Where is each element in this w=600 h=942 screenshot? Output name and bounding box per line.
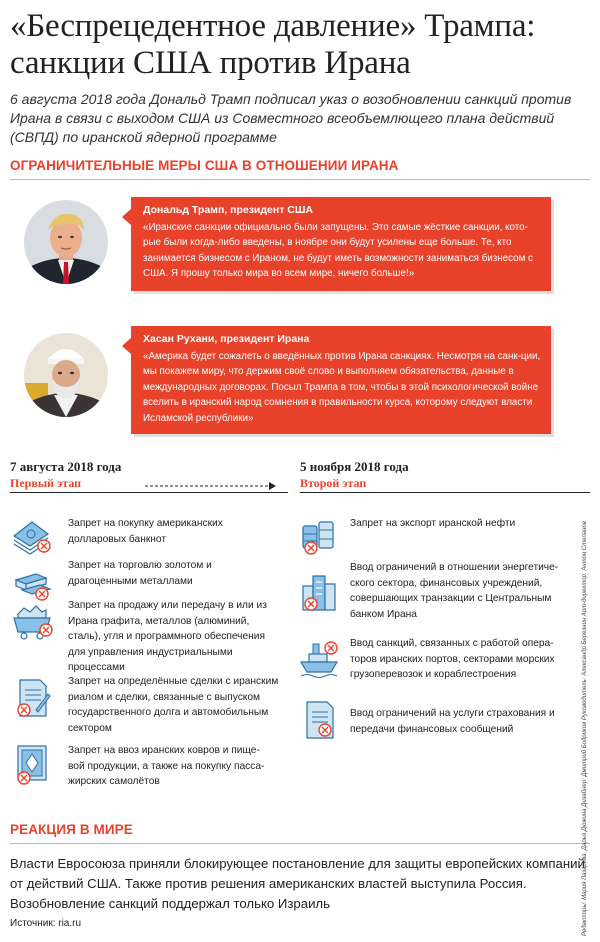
ship-icon	[297, 636, 341, 680]
stage-2-date: 5 ноября 2018 года	[300, 459, 409, 474]
stage-2-item-3-text: Ввод санкций, связанных с работой опера-торов иранских портов, секторами морских грузоперевозок и кораблестроения	[350, 638, 555, 680]
quote-text: «Америка будет сожалеть о введённых против Ирана санкциях. Несмотря на санк-ции, мы покажем миру, что держим своё слово и выполняем обязательства, данные в международных договорах. Посыл Трампа в том, чтобы в этой психологической войне вселить в иранский народ сомнения в правильности курса, которому следуют власти Исламской республики»	[143, 351, 541, 424]
stage-1-name: Первый этап	[10, 476, 82, 490]
world-reaction-text: Власти Евросоюза приняли блокирующее постановление для защиты европейских компаний от действий США. Также против решения американских властей выступила Россия. Возобновление санкций поддержал только Израиль	[10, 856, 585, 911]
buildings-icon	[297, 570, 341, 614]
source-note: Источник: ria.ru	[10, 918, 82, 929]
stage-1-item-3-text: Запрет на продажу или передачу в или из Ирана графита, металлов (алюминий, сталь), угля и программного обеспечения для управления индустриальными процессами	[68, 600, 267, 673]
section-divider	[10, 179, 590, 180]
stage-1-item-2-text: Запрет на торговлю золотом и драгоценными металлами	[68, 560, 212, 587]
stage-2-item-4-text: Ввод ограничений на услуги страхования и передачи финансовых сообщений	[350, 708, 555, 735]
quote-text: «Иранские санкции официально были запущены. Это самые жёсткие санкции, кото-рые были когда-либо введены, в ноябре они будут усилены еще больше. Те, кто занимается бизнесом с Ираном, не будут иметь возможности заниматься бизнесом с США. Я прошу только мира во всем мире, ничего больше!»	[143, 222, 533, 280]
banknotes-icon	[10, 512, 54, 556]
stage-1-date: 7 августа 2018 года	[10, 459, 122, 474]
section-heading-world: РЕАКЦИЯ В МИРЕ	[10, 822, 133, 837]
stage-2-item-2-text: Ввод ограничений в отношении энергетиче-ского сектора, финансовых учреждений, совершающих транзакции с Центральным банком Ирана	[350, 562, 559, 620]
credits: Редакторы: Мария Лазарева, Дарья Дюжина Дизайнер: Дмитрий Бодриков Руководитель: Александр Березнин Арт-директор: Антон Степанов	[582, 521, 588, 936]
trump-portrait	[24, 200, 108, 284]
minecart-icon	[10, 600, 54, 644]
carpet-icon	[10, 742, 54, 786]
stage-2-name: Второй этап	[300, 476, 367, 490]
rouhani-quote-box	[131, 326, 551, 434]
contract-icon	[10, 676, 54, 720]
insurance-document-icon	[297, 698, 341, 742]
stage-2-rule	[300, 492, 590, 493]
quote-author: Дональд Трамп, президент США	[143, 204, 314, 216]
page-subtitle: 6 августа 2018 года Дональд Трамп подписал указ о возобновлении санкций против Ирана в связи с выходом США из Совместного всеобъемлющего плана действий (СВПД) по иранской ядерной программе	[10, 91, 572, 145]
stage-1-item-1-text: Запрет на покупку американских долларовых банкнот	[68, 518, 223, 545]
rouhani-portrait	[24, 333, 108, 417]
gold-bars-icon	[10, 558, 54, 602]
stage-2-item-1-text: Запрет на экспорт иранской нефти	[350, 518, 516, 529]
timeline-arrow-icon	[145, 481, 277, 491]
section-heading-measures: ОГРАНИЧИТЕЛЬНЫЕ МЕРЫ США В ОТНОШЕНИИ ИРАНА	[10, 158, 399, 173]
section-divider	[10, 843, 590, 844]
page-title: «Беспрецедентное давление» Трампа: санкции США против Ирана	[10, 8, 536, 81]
quote-author: Хасан Рухани, президент Ирана	[143, 333, 310, 345]
stage-1-item-5-text: Запрет на ввоз иранских ковров и пище-вой продукции, а также на покупку пасса-жирских самолётов	[68, 745, 265, 787]
stage-1-item-4-text: Запрет на определённые сделки с иранским риалом и сделки, связанные с выпуском государственного долга и автомобильным сектором	[68, 676, 279, 734]
oil-barrels-icon	[297, 512, 341, 556]
trump-quote-box	[131, 197, 551, 291]
stage-1-rule	[10, 492, 288, 493]
